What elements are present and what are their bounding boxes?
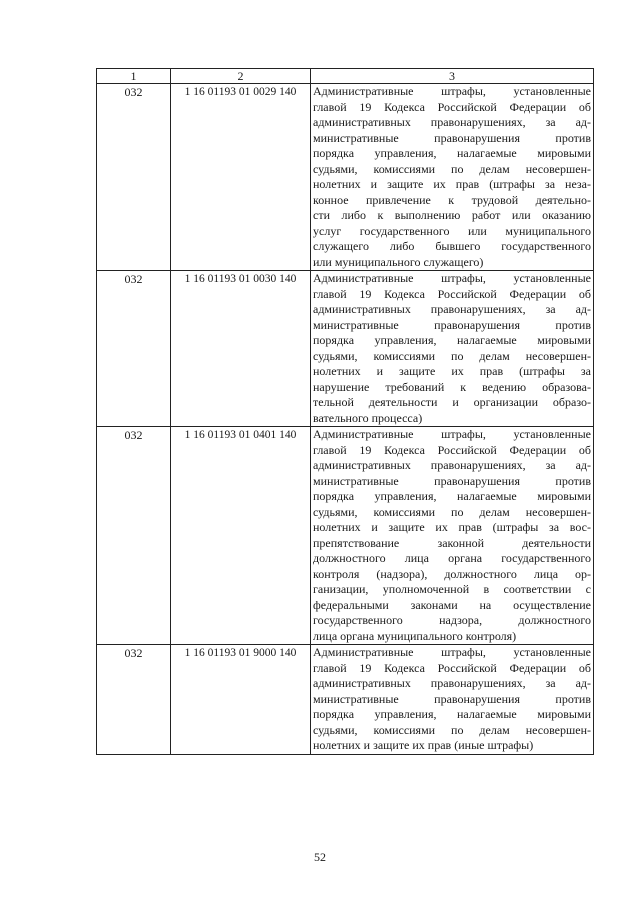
description-cell: [311, 271, 594, 427]
description-line: нолетних и защите их прав (иные штрафы): [313, 738, 534, 752]
description-line: сти либо к выполнению работ или оказанию: [313, 208, 591, 222]
description-line: судьями, комиссиями по делам несовершен-: [313, 161, 591, 176]
description-cell: [311, 645, 594, 755]
description-line: нолетних и защите их прав (штрафы за: [313, 364, 591, 378]
fines-table: [96, 68, 594, 755]
admin-code-cell: 032: [97, 271, 171, 427]
header-col-1: 1: [97, 69, 171, 84]
description-line: порядка управления, налагаемые мировыми: [313, 333, 591, 347]
admin-code-cell: 032: [97, 84, 171, 271]
page-number: 52: [314, 850, 326, 864]
description-line: нолетних и защите их прав (штрафы за неза-: [313, 177, 591, 191]
description-cell: [311, 427, 594, 645]
description-line: главой 19 Кодекса Российской Федерации об: [313, 660, 591, 675]
description-line: контроля (надзора), должностного лица ор-: [313, 566, 591, 581]
header-col-2: 2: [171, 69, 311, 84]
table-row: [97, 645, 594, 755]
description-line: федеральными законами на осуществление: [313, 597, 591, 612]
admin-code-cell: 032: [97, 427, 171, 645]
description-line: или муниципального служащего): [313, 254, 484, 269]
description-line: административных правонарушениях, за ад-: [313, 676, 591, 690]
kbk-code-cell: 1 16 01193 01 0029 140: [171, 84, 311, 271]
description-line: главой 19 Кодекса Российской Федерации об: [313, 99, 591, 114]
description-line: главой 19 Кодекса Российской Федерации об: [313, 286, 591, 301]
description-line: главой 19 Кодекса Российской Федерации об: [313, 442, 591, 457]
description-line: судьями, комиссиями по делам несовершен-: [313, 504, 591, 519]
description-line: лица органа муниципального контроля): [313, 628, 517, 643]
admin-code-cell: 032: [97, 645, 171, 755]
description-line: нолетних и защите их прав (штрафы за вос-: [313, 520, 591, 534]
description-line: вательного процесса): [313, 410, 423, 425]
description-line: нарушение требований к ведению образова-: [313, 379, 591, 394]
description-line: порядка управления, налагаемые мировыми: [313, 146, 591, 160]
description-line: судьями, комиссиями по делам несовершен-: [313, 722, 591, 737]
kbk-code-cell: 1 16 01193 01 0030 140: [171, 271, 311, 427]
description-line: должностного лица органа государственного: [313, 551, 591, 565]
description-line: препятствование законной деятельности: [313, 535, 591, 550]
kbk-code-cell: 1 16 01193 01 0401 140: [171, 427, 311, 645]
table-row: [97, 427, 594, 645]
kbk-code-cell: 1 16 01193 01 9000 140: [171, 645, 311, 755]
description-line: министративные правонарушения против: [313, 317, 591, 332]
description-line: административных правонарушениях, за ад-: [313, 458, 591, 472]
description-line: государственного надзора, должностного: [313, 613, 591, 627]
description-line: конное привлечение к трудовой деятельно-: [313, 192, 591, 207]
description-line: судьями, комиссиями по делам несовершен-: [313, 348, 591, 363]
description-line: министративные правонарушения против: [313, 473, 591, 488]
description-line: административных правонарушениях, за ад-: [313, 115, 591, 129]
description-line: порядка управления, налагаемые мировыми: [313, 707, 591, 721]
description-line: ганизации, уполномоченной в соответствии с: [313, 582, 591, 596]
description-line: министративные правонарушения против: [313, 691, 591, 706]
table-header-row: [97, 69, 594, 84]
description-cell: [311, 84, 594, 271]
description-line: услуг государственного или муниципального: [313, 223, 591, 238]
table-row: [97, 271, 594, 427]
description-line: министративные правонарушения против: [313, 130, 591, 145]
table-row: [97, 84, 594, 271]
description-line: Административные штрафы, установленные: [313, 271, 591, 285]
description-line: Административные штрафы, установленные: [313, 427, 591, 441]
description-line: тельной деятельности и организации образо-: [313, 395, 591, 409]
table-body: [97, 84, 594, 755]
description-line: служащего либо бывшего государственного: [313, 239, 591, 253]
description-line: Административные штрафы, установленные: [313, 84, 591, 98]
description-line: административных правонарушениях, за ад-: [313, 302, 591, 316]
description-line: порядка управления, налагаемые мировыми: [313, 489, 591, 503]
header-col-3: 3: [311, 69, 594, 84]
description-line: Административные штрафы, установленные: [313, 645, 591, 659]
